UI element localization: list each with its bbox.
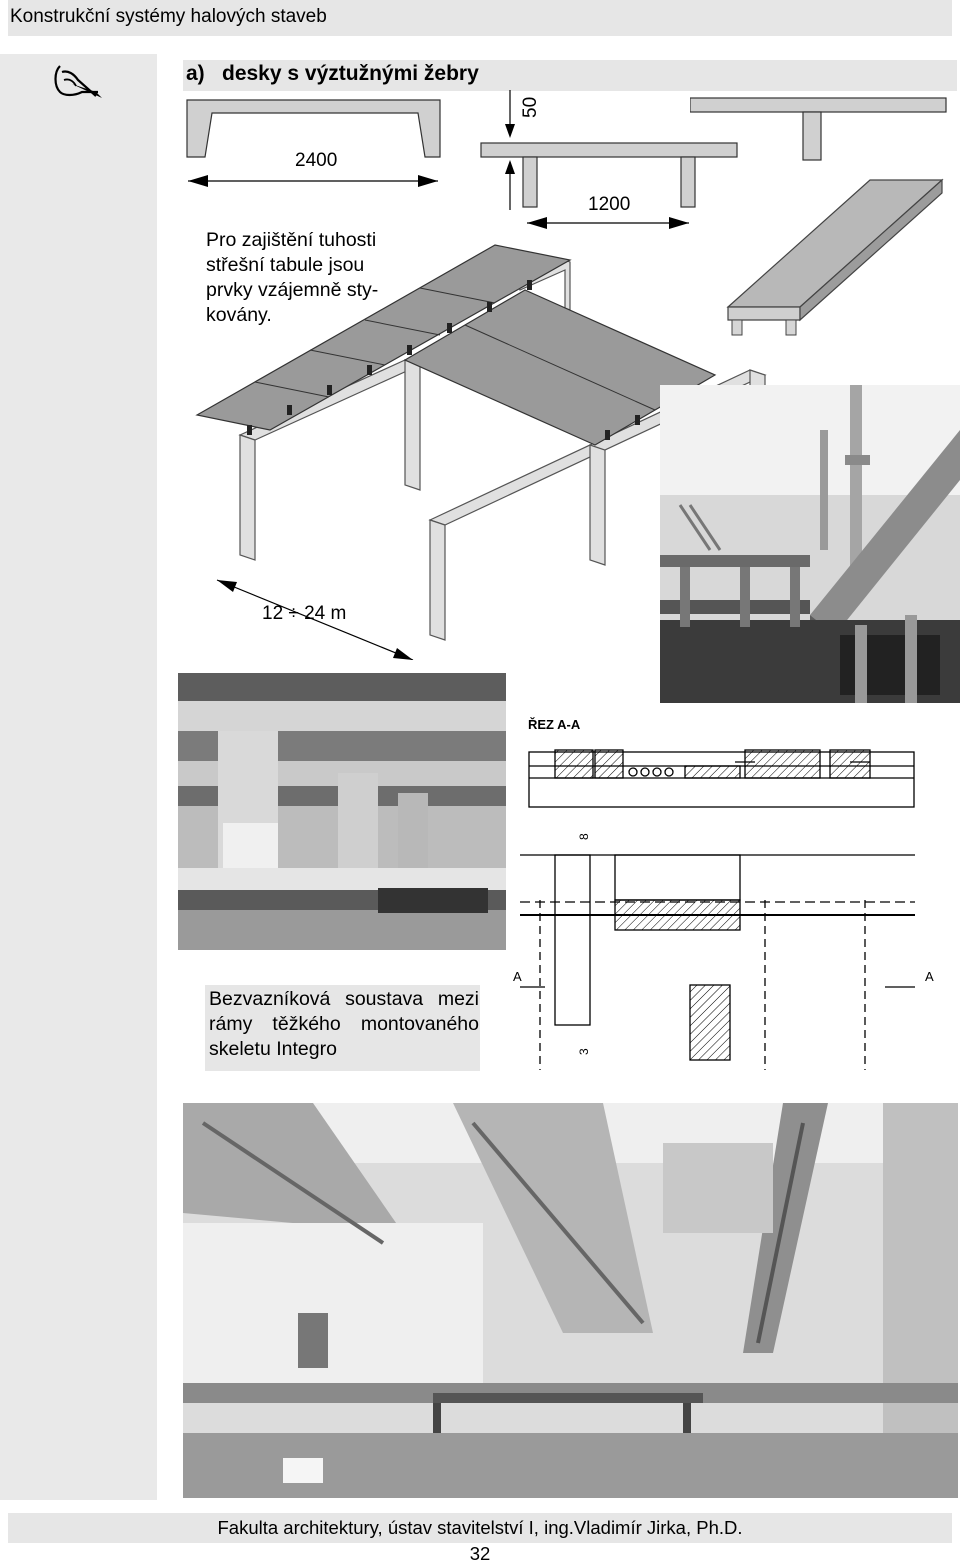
hall-interior-photo (183, 1103, 958, 1498)
dimension-50: 50 (520, 96, 541, 118)
note-line-1: Pro zajištění tuhosti (206, 229, 377, 251)
figure-caption: Bezvazníková soustava mezi rámy těžkého montovaného skeletu Integro (209, 988, 479, 1060)
section-label-text: ŘEZ A-A (528, 717, 581, 732)
pencil-hand-icon (52, 62, 108, 102)
dimension-2400: 2400 (295, 150, 338, 171)
note-line-3: prvky vzájemně sty- (206, 279, 379, 301)
section-title: desky s výztužnými žebry (222, 62, 479, 85)
section-label: a) (186, 62, 205, 85)
page-number: 32 (469, 1543, 491, 1564)
interior-frames-photo (178, 673, 506, 950)
section-mark-a-right: A (925, 969, 934, 984)
section-technical-drawing (505, 710, 925, 1080)
construction-site-photo (660, 385, 960, 703)
note-line-4: kovány. (206, 304, 272, 326)
dimension-mark-3: 3 (577, 1048, 591, 1055)
page-header-title: Konstrukční systémy halových staveb (10, 6, 327, 27)
span-dimension: 12 ÷ 24 m (262, 603, 347, 624)
dimension-mark-8: 8 (577, 833, 591, 840)
slab-profile-2400 (180, 95, 450, 195)
note-line-2: střešní tabule jsou (206, 254, 365, 276)
footer-author: Fakulta architektury, ústav stavitelství I, ing.Vladimír Jirka, Ph.D. (217, 1517, 743, 1538)
t-beam-profile (690, 95, 950, 165)
dimension-1200: 1200 (588, 194, 631, 215)
sidebar (0, 54, 157, 1500)
section-mark-a-left: A (513, 969, 522, 984)
